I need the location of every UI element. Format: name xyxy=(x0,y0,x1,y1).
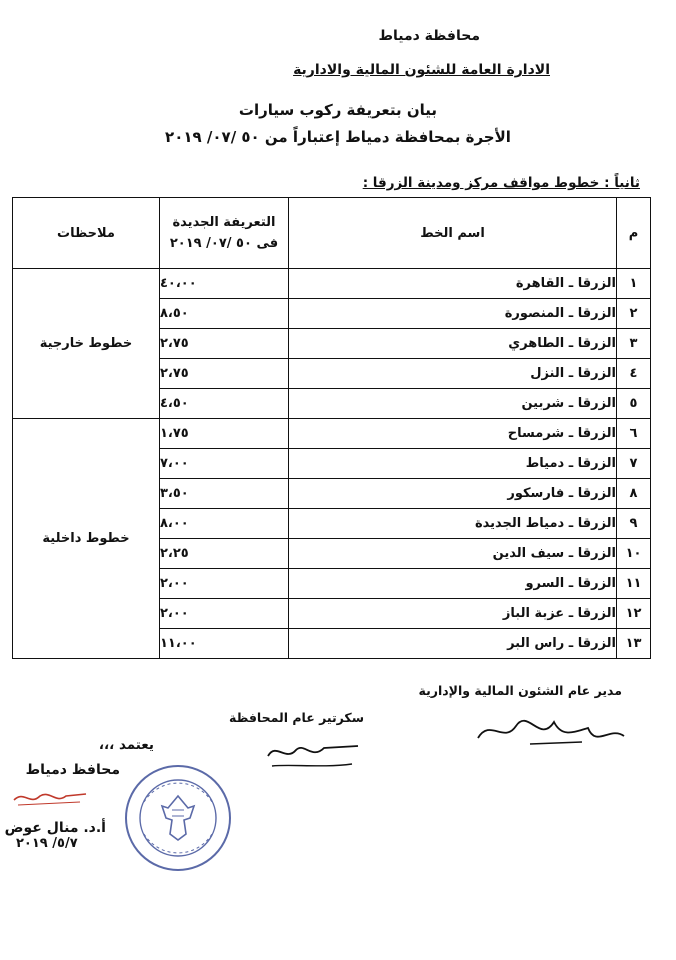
governor-name: أ.د. منال عوض xyxy=(4,820,106,836)
governorate-seal-stamp xyxy=(122,762,234,874)
row-number: ٩ xyxy=(617,509,651,539)
row-line-name: الزرقا ـ راس البر xyxy=(289,629,617,659)
row-line-name: الزرقا ـ الطاهري xyxy=(289,329,617,359)
document-title: بيان بتعريفة ركوب سيارات xyxy=(238,101,438,119)
department-header: الادارة العامة للشئون المالية والادارية xyxy=(293,62,550,78)
document-subtitle: الأجرة بمحافظة دمياط إعتباراً من ٥٠ /٠٧/ ٢٠١٩ xyxy=(165,128,511,146)
row-tariff: ٨،٥٠ xyxy=(160,299,289,329)
row-line-name: الزرقا ـ المنصورة xyxy=(289,299,617,329)
row-line-name: الزرقا ـ القاهرة xyxy=(289,269,617,299)
row-number: ٤ xyxy=(617,359,651,389)
row-tariff: ١١،٠٠ xyxy=(160,629,289,659)
row-tariff: ٢،٠٠ xyxy=(160,569,289,599)
row-line-name: الزرقا ـ سيف الدين xyxy=(289,539,617,569)
header-line-name: اسم الخط xyxy=(289,198,617,269)
governor-signature-date: ٥/٧/ ٢٠١٩ xyxy=(16,836,78,851)
header-number: م xyxy=(617,198,651,269)
row-number: ١٣ xyxy=(617,629,651,659)
row-line-name: الزرقا ـ النزل xyxy=(289,359,617,389)
row-tariff: ٤،٥٠ xyxy=(160,389,289,419)
row-line-name: الزرقا ـ فارسكور xyxy=(289,479,617,509)
row-number: ٥ xyxy=(617,389,651,419)
section-heading: ثانياً : خطوط مواقف مركز ومدينة الزرقا : xyxy=(362,175,640,191)
row-tariff: ٨،٠٠ xyxy=(160,509,289,539)
approval-label: يعتمد ،،، xyxy=(98,737,154,753)
row-line-name: الزرقا ـ السرو xyxy=(289,569,617,599)
row-number: ١٠ xyxy=(617,539,651,569)
note-external-lines: خطوط خارجية xyxy=(13,269,160,419)
governor-signature xyxy=(10,786,90,810)
row-number: ٧ xyxy=(617,449,651,479)
governor-title: محافظ دمياط xyxy=(25,762,120,778)
row-line-name: الزرقا ـ دمياط الجديدة xyxy=(289,509,617,539)
secretary-general-signature xyxy=(262,728,372,772)
row-line-name: الزرقا ـ دمياط xyxy=(289,449,617,479)
row-line-name: الزرقا ـ شربين xyxy=(289,389,617,419)
row-number: ١ xyxy=(617,269,651,299)
secretary-general-title: سكرتير عام المحافظة xyxy=(228,710,364,725)
finance-director-title: مدير عام الشئون المالية والإدارية xyxy=(418,683,622,698)
row-line-name: الزرقا ـ شرمساح xyxy=(289,419,617,449)
row-tariff: ٢،٠٠ xyxy=(160,599,289,629)
row-number: ٣ xyxy=(617,329,651,359)
row-line-name: الزرقا ـ عزبة الباز xyxy=(289,599,617,629)
row-tariff: ٢،٢٥ xyxy=(160,539,289,569)
row-tariff: ٤٠،٠٠ xyxy=(160,269,289,299)
row-number: ٦ xyxy=(617,419,651,449)
header-new-tariff xyxy=(160,198,289,269)
table-row xyxy=(13,269,651,299)
row-number: ٢ xyxy=(617,299,651,329)
header-tariff-label: التعريفة الجديدة xyxy=(172,215,276,230)
table-header-row xyxy=(13,198,651,269)
row-number: ١١ xyxy=(617,569,651,599)
row-number: ٨ xyxy=(617,479,651,509)
row-tariff: ١،٧٥ xyxy=(160,419,289,449)
table-row xyxy=(13,419,651,449)
header-tariff-date: فى ٥٠ /٠٧/ ٢٠١٩ xyxy=(169,236,279,251)
row-number: ١٢ xyxy=(617,599,651,629)
finance-director-signature xyxy=(470,708,630,752)
row-tariff: ٢،٧٥ xyxy=(160,329,289,359)
note-internal-lines: خطوط داخلية xyxy=(13,419,160,659)
row-tariff: ٧،٠٠ xyxy=(160,449,289,479)
row-tariff: ٢،٧٥ xyxy=(160,359,289,389)
header-notes: ملاحظات xyxy=(13,198,160,269)
governorate-header: محافظة دمياط xyxy=(378,28,480,44)
row-tariff: ٣،٥٠ xyxy=(160,479,289,509)
tariff-table xyxy=(12,197,651,659)
